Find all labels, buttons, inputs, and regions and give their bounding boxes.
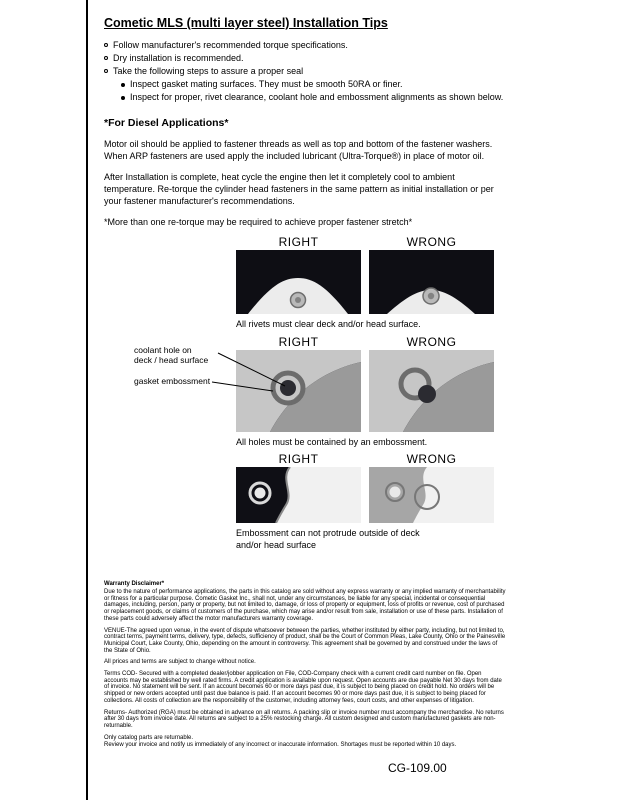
figures-section: [104, 235, 504, 559]
tip-item-text: Dry installation is recommended.: [113, 53, 244, 63]
figure3-images: [236, 467, 494, 523]
tip-sub-item: [121, 78, 514, 91]
tip-item-text: Take the following steps to assure a proper seal: [113, 66, 304, 76]
retorque-note: *More than one re-torque may be required to achieve proper fastener stretch*: [104, 217, 413, 227]
tip-item-text: Follow manufacturer's recommended torque specifications.: [113, 40, 348, 50]
rivet-wrong-figure: [369, 250, 494, 314]
tip-sub-item: [121, 91, 514, 104]
figure1-images: [236, 250, 494, 314]
diesel-paragraph-2: After Installation is complete, heat cycle the engine then let it completely cool to ambient temperature. Re-torque the cylinder head fasteners in the same pattern as initial installation or per your fastener manufacturer's recommendations.: [104, 172, 494, 206]
coolant-hole-callout-line2: deck / head surface: [134, 355, 209, 365]
returnable-line: Only catalog parts are returnable.: [104, 734, 194, 741]
hollow-bullet-icon: [104, 69, 108, 73]
wrong-label: WRONG: [406, 335, 457, 349]
figure3-labels: [236, 452, 494, 466]
figure1-labels: [236, 235, 494, 249]
wrong-label: WRONG: [406, 235, 457, 249]
figure2-caption: All holes must be contained by an embossment.: [236, 437, 428, 447]
left-margin-rule: [86, 0, 88, 800]
tip-sub-item-text: Inspect gasket mating surfaces. They must be smooth 50RA or finer.: [130, 79, 403, 89]
prices-paragraph: All prices and terms are subject to change without notice.: [104, 659, 256, 666]
document-page: [104, 0, 514, 775]
protrusion-right-figure: [236, 467, 361, 523]
hollow-bullet-icon: [104, 43, 108, 47]
diesel-heading: *For Diesel Applications*: [104, 117, 229, 129]
venue-paragraph: VENUE-The agreed upon venue, in the event of dispute whatsoever between the parties, whether instituted by either party, including, but not limited to, contract terms, payment terms, delivery, type, defects, sufficiency of product, shall be the Court of Common Pleas, Lake County, Ohio or the Painesville Municipal Court, Lake County, Ohio, depending on the amount in controversy. This agreement shall be governed by and construed under the laws of the State of Ohio.: [104, 627, 506, 654]
figure3-caption-line1: Embossment can not protrude outside of deck: [236, 528, 420, 538]
wrong-label: WRONG: [406, 452, 457, 466]
coolant-hole-callout-line1: coolant hole on: [134, 345, 192, 355]
tip-item: [104, 39, 514, 52]
tip-sub-item-text: Inspect for proper, rivet clearance, coolant hole and embossment alignments as shown below.: [130, 92, 504, 102]
terms-paragraph: Terms COD- Secured with a completed dealer/jobber application on File, COD-Company check with a current credit card number on file. Open accounts may be established by well rated firms. A credit application is available upon request. Open accounts are due payable Net 30 days from date of invoice. No statement will be sent. If an account becomes 60 or more days past due, it is subject to being placed on credit hold. No orders will be shipped or new orders accepted until past due balance is paid. If an account becomes 90 or more days past due, it is subject to being placed for collections. All costs of collection are the responsibility of the customer, including attorney fees, court costs, and other expenses of litigation.: [104, 671, 502, 704]
warranty-heading: Warranty Disclaimer*: [104, 581, 165, 587]
tip-item: [104, 52, 514, 65]
tip-item: [104, 65, 514, 78]
rivet-right-figure: [236, 250, 361, 314]
figure2-labels: [236, 335, 494, 349]
solid-bullet-icon: [121, 83, 125, 87]
coolant-hole-callout: [134, 345, 220, 365]
page-title: Cometic MLS (multi layer steel) Installation Tips: [104, 16, 388, 30]
figure2-images: [236, 350, 494, 432]
figure1-caption: All rivets must clear deck and/or head surface.: [236, 319, 421, 329]
hollow-bullet-icon: [104, 56, 108, 60]
document-number: CG-109.00: [388, 761, 447, 776]
figure3-caption: [236, 527, 420, 551]
embossment-right-figure: [236, 350, 361, 432]
solid-bullet-icon: [121, 96, 125, 100]
returns-paragraph: Returns- Authorized (RGA) must be obtained in advance on all returns. A packing slip or invoice number must accompany the merchandise. No returns after 30 days from invoice date. All returns are subject to a 25% restocking charge. All custom designed and custom manufactured gaskets are non-returnable.: [104, 709, 504, 729]
right-label: RIGHT: [278, 452, 319, 466]
embossment-wrong-figure: [369, 350, 494, 432]
right-label: RIGHT: [278, 235, 319, 249]
legal-section: [104, 581, 506, 749]
figure3-caption-line2: and/or head surface: [236, 540, 317, 550]
warranty-paragraph: Due to the nature of performance applications, the parts in this catalog are sold without any express warranty or any implied warranty of merchantability or fitness for a particular purpose. Cometic Gasket Inc., shall not, under any circumstances, be liable for any special, incidental or consequential damages, including, person, party or property, but not limited to, damage, or loss of property or equipment, loss of profits or revenue, cost of purchased or replacement goods, or claims of customers of the purchase, which may arise and/or result from sale, installation or use of these parts. Installation of these parts could adversely affect the motor manufacturers warranty coverage.: [104, 589, 506, 622]
tips-list: [104, 39, 514, 104]
gasket-embossment-callout: gasket embossment: [134, 376, 211, 386]
diesel-paragraph-1: Motor oil should be applied to fastener threads as well as top and bottom of the fastener washers. When ARP fasteners are used apply the included lubricant (Ultra-Torque®) in place of motor oil.: [104, 139, 493, 161]
review-line: Review your invoice and notify us immediately of any incorrect or inaccurate information. Shortages must be reported within 10 days.: [104, 742, 457, 749]
right-label: RIGHT: [278, 335, 319, 349]
protrusion-wrong-figure: [369, 467, 494, 523]
